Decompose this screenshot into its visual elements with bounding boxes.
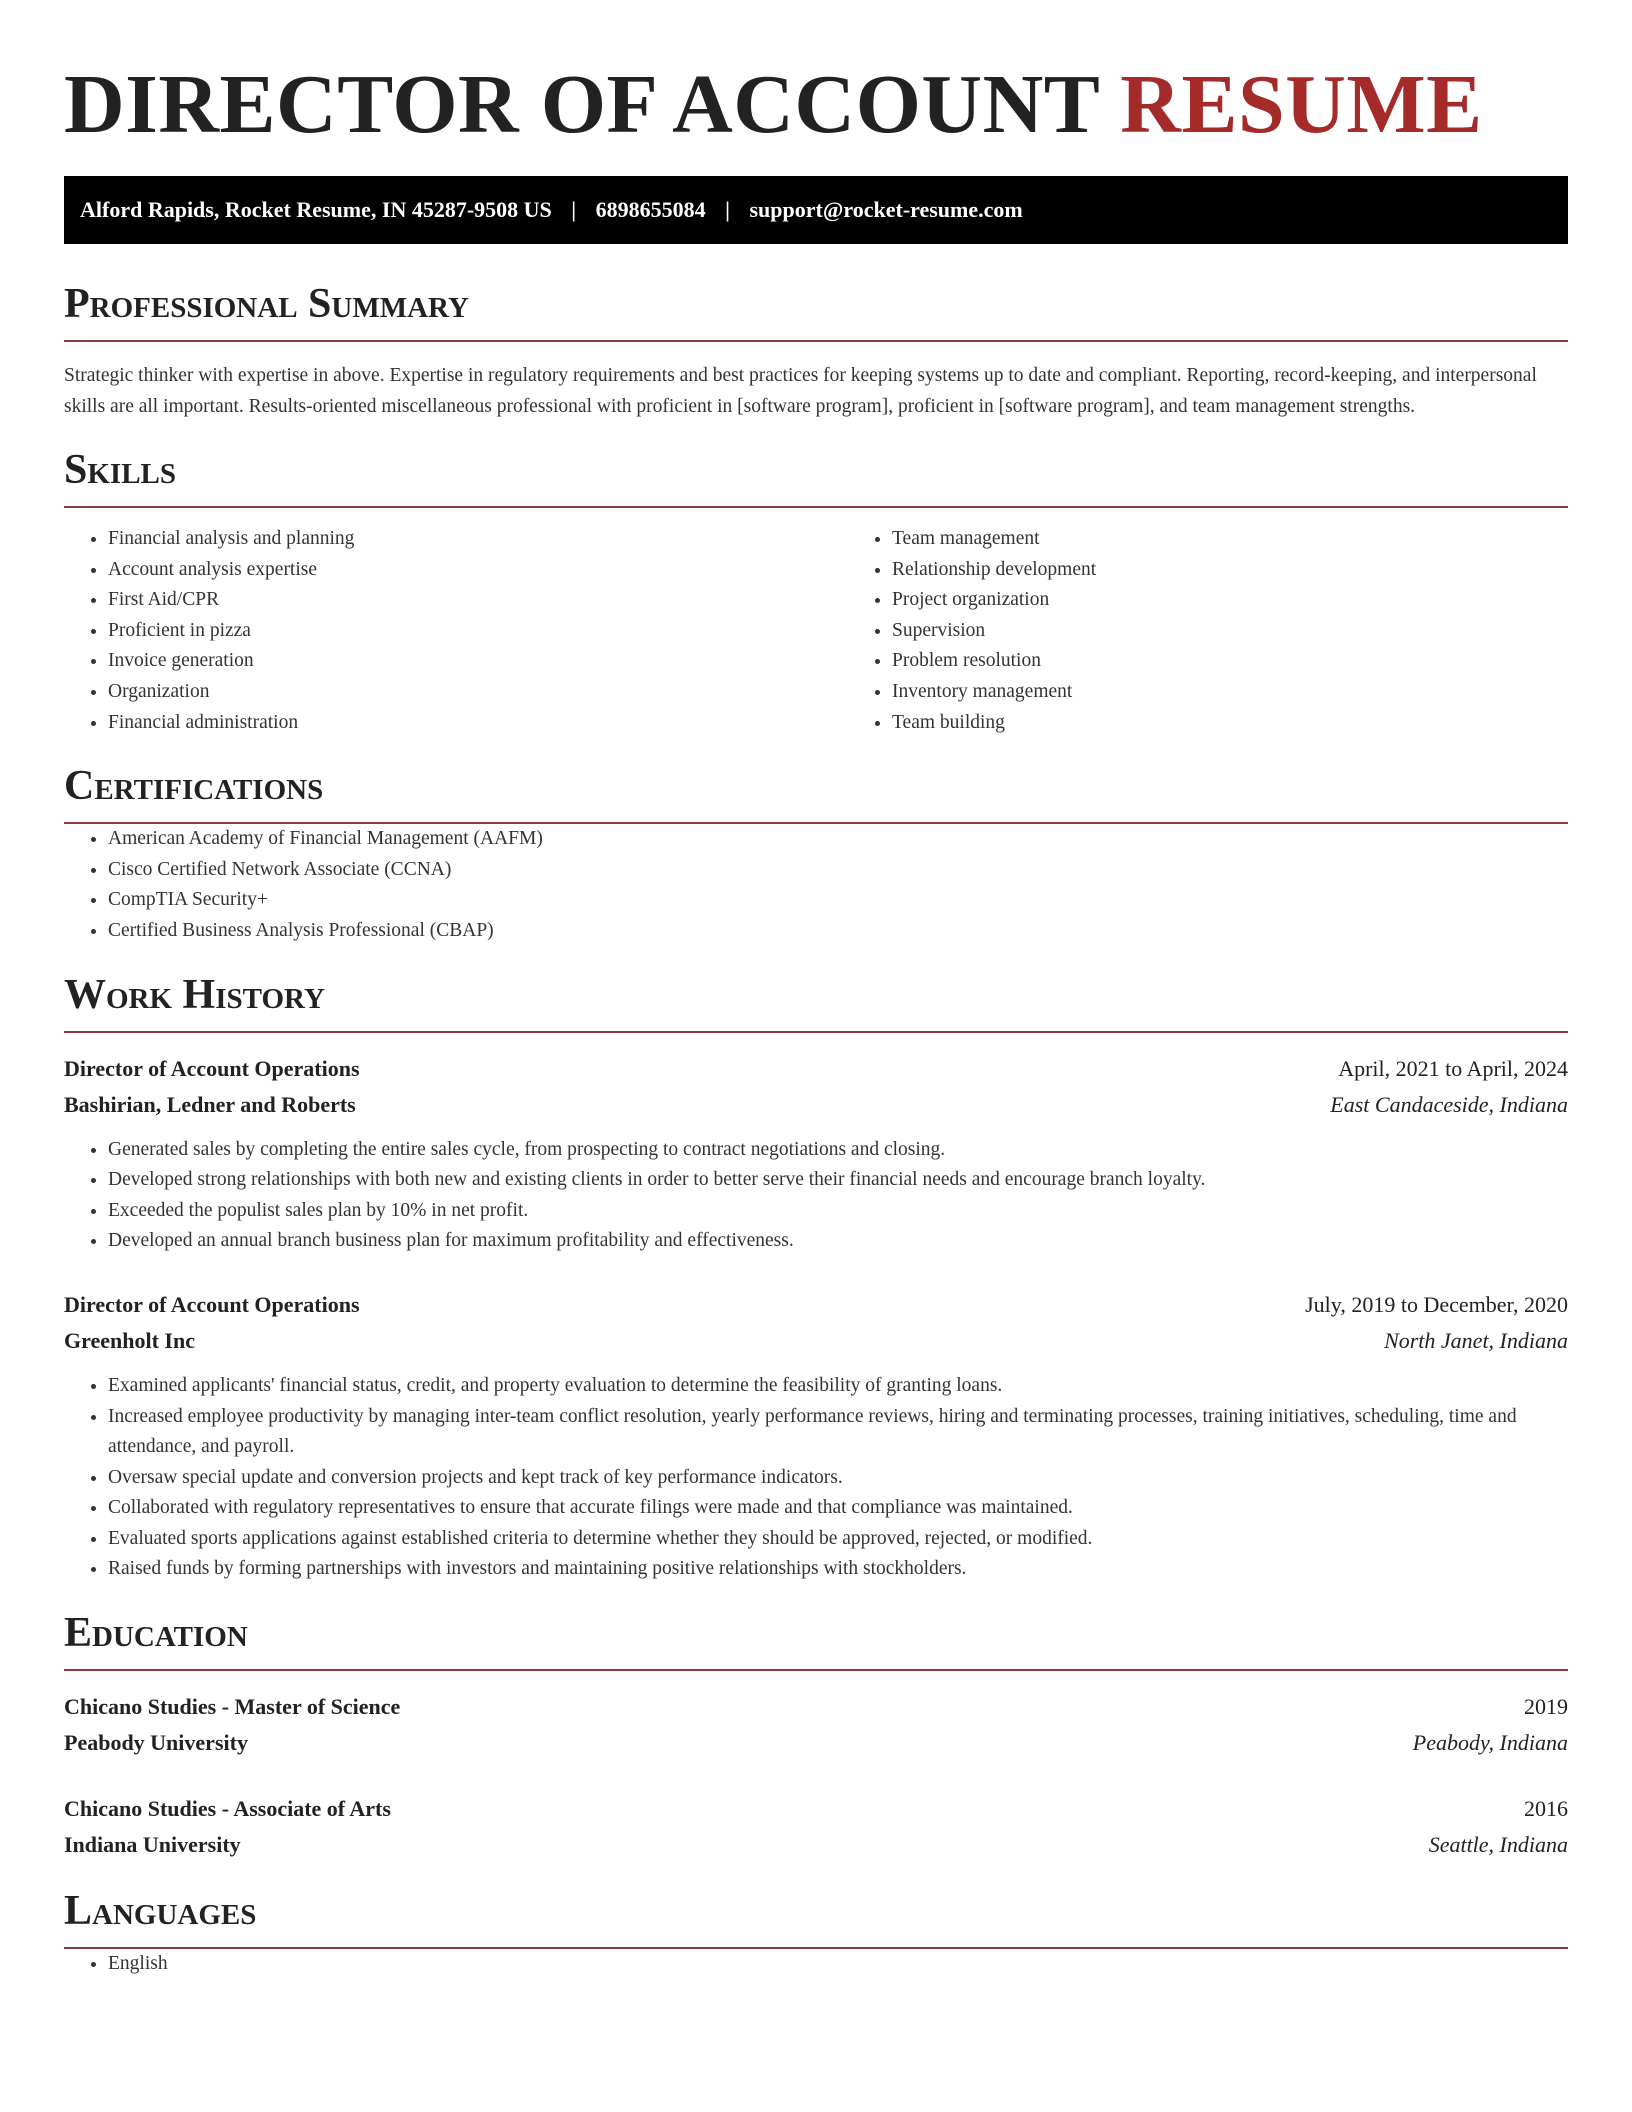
skills-grid — [64, 524, 1568, 738]
skill-item: • Financial administration — [108, 708, 848, 739]
skills-column-right — [848, 524, 1568, 738]
job-title: Director of Account Operations — [64, 1055, 360, 1081]
certification-item: • CompTIA Security+ — [108, 885, 1568, 916]
section-heading: Skills — [64, 444, 1568, 508]
skill-item: • First Aid/CPR — [108, 585, 848, 616]
job-bullet: • Examined applicants' financial status, credit, and property evaluation to determine the feasibility of granting loans. — [108, 1371, 1568, 1402]
title-main: DIRECTOR OF ACCOUNT — [64, 58, 1121, 151]
job-company: Bashirian, Ledner and Roberts — [64, 1091, 356, 1117]
job-header-row — [64, 1287, 1568, 1323]
job-title: Director of Account Operations — [64, 1291, 360, 1317]
education-year: 2016 — [1524, 1796, 1568, 1822]
education-header-row — [64, 1689, 1568, 1725]
skill-item: • Organization — [108, 677, 848, 708]
job-bullet: • Increased employee productivity by managing inter-team conflict resolution, yearly performance reviews, hiring and terminating processes, training initiatives, scheduling, time and attendance, and payroll. — [108, 1402, 1568, 1463]
certification-item: • American Academy of Financial Management (AAFM) — [108, 824, 1568, 855]
section-heading: Languages — [64, 1885, 1568, 1949]
languages-section — [64, 1885, 1568, 1980]
education-location: Peabody, Indiana — [1412, 1730, 1568, 1756]
contact-email: support@rocket-resume.com — [749, 197, 1023, 222]
education-entry — [64, 1689, 1568, 1761]
skill-item: • Team management — [892, 524, 1568, 555]
contact-separator: | — [571, 197, 577, 222]
section-heading: Work History — [64, 969, 1568, 1033]
skill-item: • Supervision — [892, 616, 1568, 647]
skill-item: • Problem resolution — [892, 646, 1568, 677]
education-location: Seattle, Indiana — [1428, 1832, 1568, 1858]
job-header-row — [64, 1051, 1568, 1087]
education-degree: Chicano Studies - Associate of Arts — [64, 1796, 391, 1822]
contact-separator: | — [725, 197, 730, 222]
job-location: North Janet, Indiana — [1384, 1327, 1568, 1353]
certifications-list — [64, 824, 1568, 946]
job-bullet: • Generated sales by completing the entire sales cycle, from prospecting to contract negotiations and closing. — [108, 1135, 1568, 1166]
skill-item: • Team building — [892, 708, 1568, 739]
job-entry — [64, 1051, 1568, 1257]
skill-item: • Proficient in pizza — [108, 616, 848, 647]
contact-address: Alford Rapids, Rocket Resume, IN 45287-9508 US — [80, 197, 552, 222]
summary-text: Strategic thinker with expertise in above. Expertise in regulatory requirements and best practices for keeping systems up to date and compliant. Reporting, record-keeping, and interpersonal skills are all important. Results-oriented miscellaneous professional with proficient in [software program], proficient in [software program], and team management strengths. — [64, 365, 1537, 417]
section-heading: Education — [64, 1607, 1568, 1671]
education-school: Peabody University — [64, 1730, 248, 1756]
education-school: Indiana University — [64, 1832, 241, 1858]
resume-title — [64, 55, 1568, 155]
certifications-section — [64, 760, 1568, 946]
education-section — [64, 1607, 1568, 1863]
skills-section — [64, 444, 1568, 738]
job-bullet: • Exceeded the populist sales plan by 10% in net profit. — [108, 1196, 1568, 1227]
education-year: 2019 — [1524, 1694, 1568, 1720]
education-school-row — [64, 1725, 1568, 1761]
skill-item: • Inventory management — [892, 677, 1568, 708]
section-heading: Professional Summary — [64, 278, 1568, 342]
job-bullet: • Collaborated with regulatory representatives to ensure that accurate filings were made and that compliance was maintained. — [108, 1493, 1568, 1524]
education-entry — [64, 1791, 1568, 1863]
job-bullets — [64, 1135, 1568, 1257]
job-bullet: • Developed strong relationships with both new and existing clients in order to better serve their financial needs and encourage branch loyalty. — [108, 1165, 1568, 1196]
certification-item: • Cisco Certified Network Associate (CCNA) — [108, 855, 1568, 886]
job-bullet: • Raised funds by forming partnerships with investors and maintaining positive relationships with stockholders. — [108, 1554, 1568, 1585]
contact-bar — [64, 176, 1568, 244]
section-heading: Certifications — [64, 760, 1568, 824]
summary-section — [64, 278, 1568, 422]
skill-item: • Project organization — [892, 585, 1568, 616]
skill-item: • Account analysis expertise — [108, 555, 848, 586]
education-school-row — [64, 1827, 1568, 1863]
education-header-row — [64, 1791, 1568, 1827]
job-company: Greenholt Inc — [64, 1327, 195, 1353]
language-item: • English — [108, 1949, 1568, 1980]
skills-column-left — [64, 524, 848, 738]
job-dates: April, 2021 to April, 2024 — [1338, 1055, 1568, 1081]
contact-phone: 6898655084 — [595, 197, 706, 222]
languages-list — [64, 1949, 1568, 1980]
title-accent: RESUME — [1120, 58, 1483, 151]
certification-item: • Certified Business Analysis Professional (CBAP) — [108, 916, 1568, 947]
work-history-section — [64, 969, 1568, 1586]
job-dates: July, 2019 to December, 2020 — [1305, 1291, 1568, 1317]
job-company-row — [64, 1323, 1568, 1359]
job-entry — [64, 1287, 1568, 1585]
skill-item: • Relationship development — [892, 555, 1568, 586]
job-company-row — [64, 1087, 1568, 1123]
job-location: East Candaceside, Indiana — [1330, 1091, 1568, 1117]
job-bullet: • Oversaw special update and conversion projects and kept track of key performance indicators. — [108, 1463, 1568, 1494]
job-bullet: • Evaluated sports applications against established criteria to determine whether they should be approved, rejected, or modified. — [108, 1524, 1568, 1555]
skill-item: • Financial analysis and planning — [108, 524, 848, 555]
education-degree: Chicano Studies - Master of Science — [64, 1694, 401, 1720]
job-bullets — [64, 1371, 1568, 1585]
skill-item: • Invoice generation — [108, 646, 848, 677]
job-bullet: • Developed an annual branch business plan for maximum profitability and effectiveness. — [108, 1226, 1568, 1257]
